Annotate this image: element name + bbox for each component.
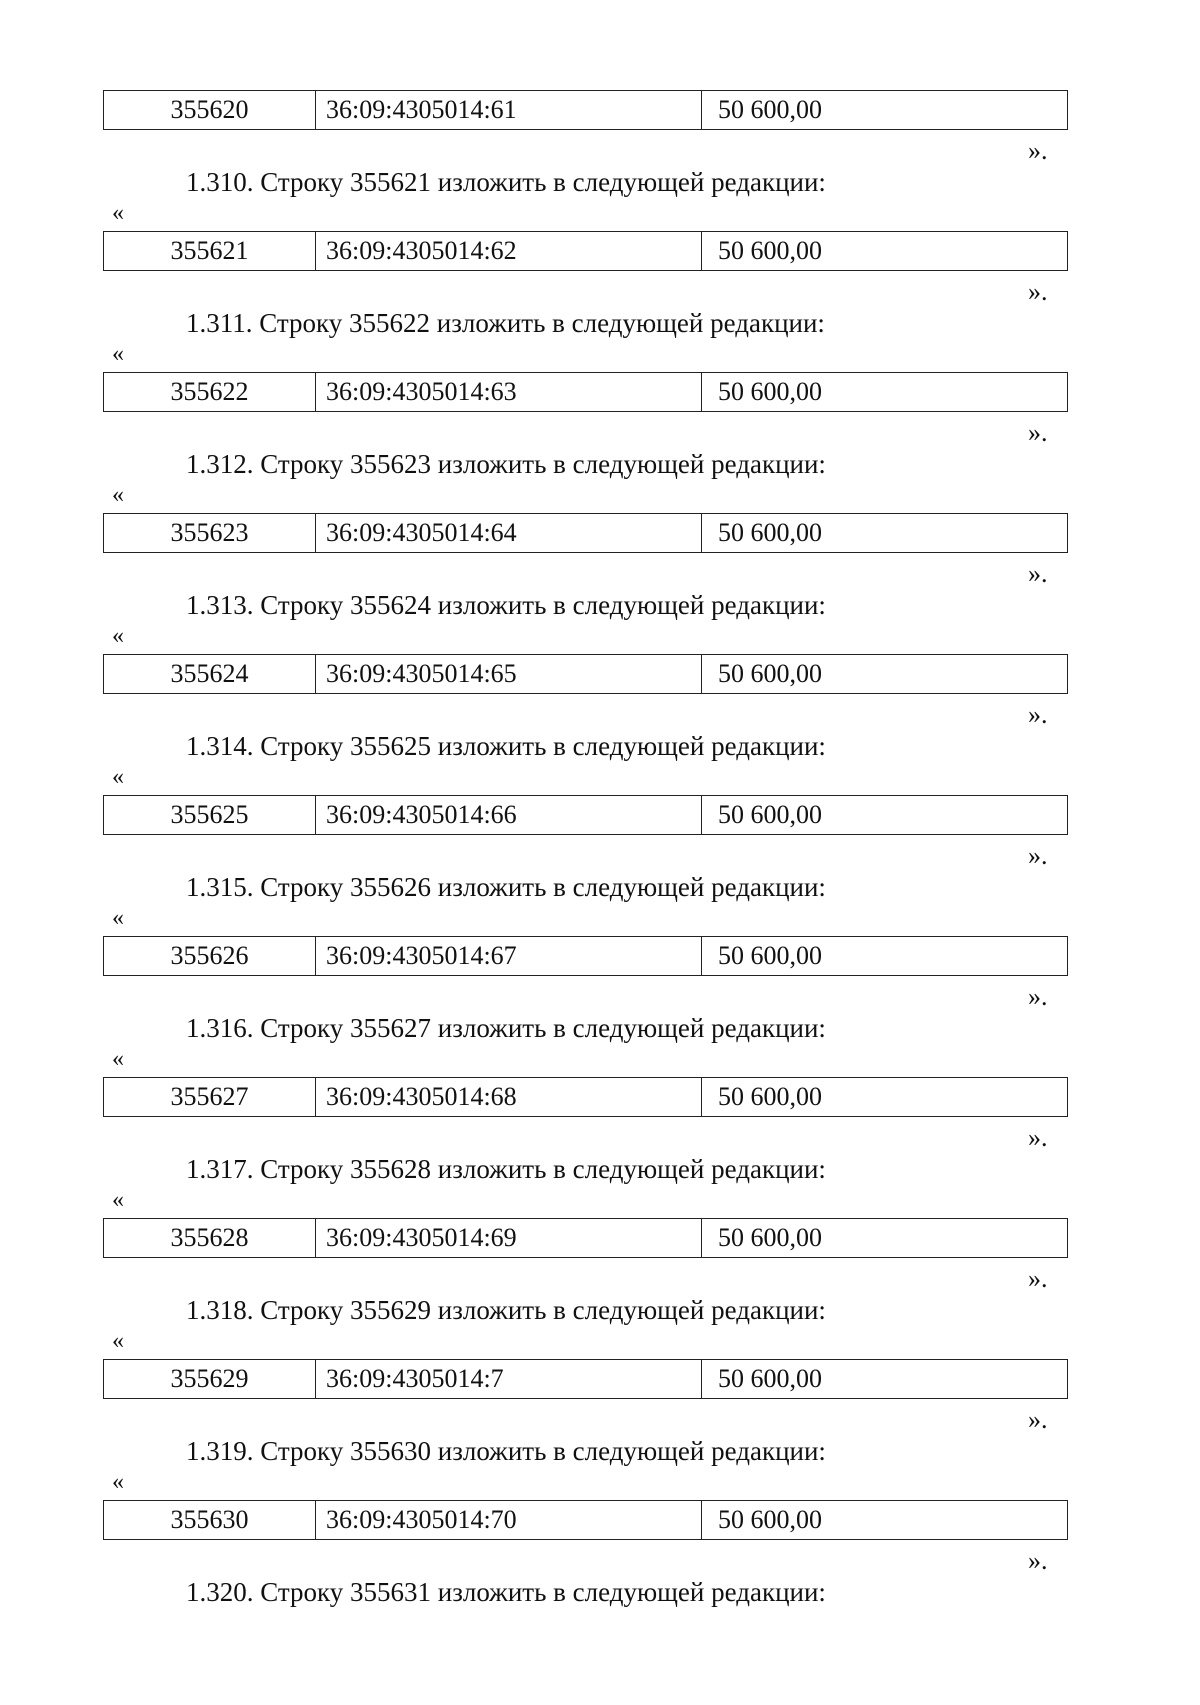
row-code: 355625 — [104, 796, 316, 834]
amount: 50 600,00 — [718, 518, 822, 547]
cadastral-number: 36:09:4305014:64 — [316, 514, 702, 552]
opening-quote: « — [112, 1046, 124, 1072]
entry-block — [0, 654, 1200, 795]
amount: 50 600,00 — [718, 1364, 822, 1393]
row-code: 355621 — [104, 232, 316, 270]
table-row — [103, 1218, 1068, 1258]
cadastral-number: 36:09:4305014:63 — [316, 373, 702, 411]
row-code: 355629 — [104, 1360, 316, 1398]
amount: 50 600,00 — [718, 377, 822, 406]
opening-quote: « — [112, 905, 124, 931]
cadastral-number: 36:09:4305014:65 — [316, 655, 702, 693]
opening-quote: « — [112, 482, 124, 508]
row-code: 355630 — [104, 1501, 316, 1539]
table-row — [103, 513, 1068, 553]
cadastral-number: 36:09:4305014:66 — [316, 796, 702, 834]
table-row — [103, 936, 1068, 976]
entry-block — [0, 795, 1200, 936]
cadastral-number: 36:09:4305014:67 — [316, 937, 702, 975]
row-code: 355624 — [104, 655, 316, 693]
table-row — [103, 654, 1068, 694]
amount: 50 600,00 — [718, 941, 822, 970]
closing-quote: ». — [1028, 1405, 1048, 1434]
instruction-text: 1.318. Строку 355629 изложить в следующей редакции: — [186, 1295, 826, 1325]
opening-quote: « — [112, 1469, 124, 1495]
row-code: 355626 — [104, 937, 316, 975]
entry-block — [0, 1500, 1200, 1641]
entry-block — [0, 231, 1200, 372]
opening-quote: « — [112, 200, 124, 226]
instruction-text: 1.320. Строку 355631 изложить в следующей редакции: — [186, 1577, 826, 1607]
row-code: 355620 — [104, 91, 316, 129]
closing-quote: ». — [1028, 982, 1048, 1011]
table-row — [103, 795, 1068, 835]
entry-block — [0, 936, 1200, 1077]
closing-quote: ». — [1028, 277, 1048, 306]
entry-block — [0, 1359, 1200, 1500]
closing-quote: ». — [1028, 1546, 1048, 1575]
closing-quote: ». — [1028, 418, 1048, 447]
instruction-text: 1.315. Строку 355626 изложить в следующей редакции: — [186, 872, 826, 902]
entry-block — [0, 372, 1200, 513]
entry-block — [0, 1218, 1200, 1359]
opening-quote: « — [112, 1328, 124, 1354]
entry-block — [0, 513, 1200, 654]
entry-block — [0, 1077, 1200, 1218]
instruction-text: 1.311. Строку 355622 изложить в следующей редакции: — [186, 308, 825, 338]
closing-quote: ». — [1028, 700, 1048, 729]
table-row — [103, 1077, 1068, 1117]
instruction-text: 1.314. Строку 355625 изложить в следующей редакции: — [186, 731, 826, 761]
instruction-text: 1.313. Строку 355624 изложить в следующей редакции: — [186, 590, 826, 620]
opening-quote: « — [112, 623, 124, 649]
row-code: 355627 — [104, 1078, 316, 1116]
amount: 50 600,00 — [718, 1082, 822, 1111]
opening-quote: « — [112, 341, 124, 367]
instruction-text: 1.317. Строку 355628 изложить в следующей редакции: — [186, 1154, 826, 1184]
closing-quote: ». — [1028, 841, 1048, 870]
amount: 50 600,00 — [718, 800, 822, 829]
closing-quote: ». — [1028, 559, 1048, 588]
cadastral-number: 36:09:4305014:61 — [316, 91, 702, 129]
instruction-text: 1.312. Строку 355623 изложить в следующей редакции: — [186, 449, 826, 479]
closing-quote: ». — [1028, 136, 1048, 165]
amount: 50 600,00 — [718, 236, 822, 265]
closing-quote: ». — [1028, 1123, 1048, 1152]
table-row — [103, 231, 1068, 271]
instruction-text: 1.316. Строку 355627 изложить в следующей редакции: — [186, 1013, 826, 1043]
table-row — [103, 1500, 1068, 1540]
cadastral-number: 36:09:4305014:68 — [316, 1078, 702, 1116]
row-code: 355628 — [104, 1219, 316, 1257]
opening-quote: « — [112, 764, 124, 790]
table-row — [103, 90, 1068, 130]
cadastral-number: 36:09:4305014:62 — [316, 232, 702, 270]
row-code: 355623 — [104, 514, 316, 552]
entry-block — [0, 90, 1200, 231]
amount: 50 600,00 — [718, 1505, 822, 1534]
cadastral-number: 36:09:4305014:69 — [316, 1219, 702, 1257]
amount: 50 600,00 — [718, 95, 822, 124]
instruction-text: 1.310. Строку 355621 изложить в следующей редакции: — [186, 167, 826, 197]
row-code: 355622 — [104, 373, 316, 411]
opening-quote: « — [112, 1187, 124, 1213]
table-row — [103, 372, 1068, 412]
amount: 50 600,00 — [718, 1223, 822, 1252]
cadastral-number: 36:09:4305014:70 — [316, 1501, 702, 1539]
cadastral-number: 36:09:4305014:7 — [316, 1360, 702, 1398]
closing-quote: ». — [1028, 1264, 1048, 1293]
amount: 50 600,00 — [718, 659, 822, 688]
table-row — [103, 1359, 1068, 1399]
instruction-text: 1.319. Строку 355630 изложить в следующей редакции: — [186, 1436, 826, 1466]
